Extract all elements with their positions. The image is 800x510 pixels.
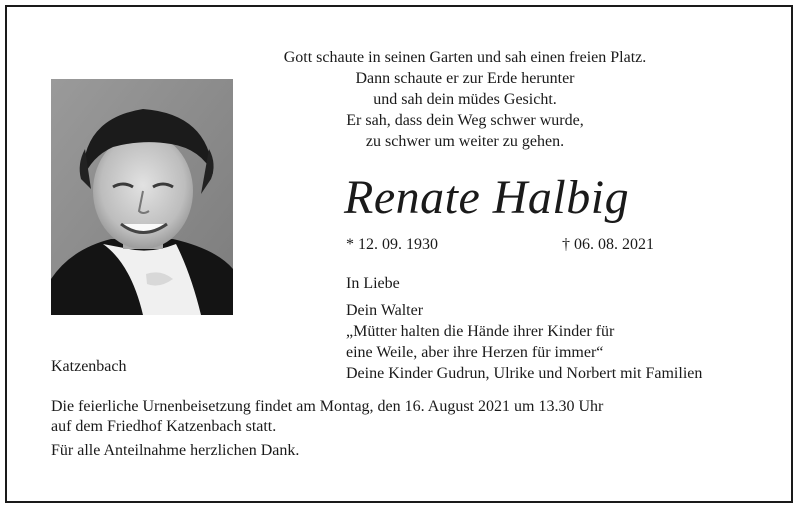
signoff-line: „Mütter halten die Hände ihrer Kinder für [346,323,615,340]
notice-line: Die feierliche Urnenbeisetzung findet am Montag, den 16. August 2021 um 13.30 Uhr [51,398,604,415]
place-name: Katzenbach [51,358,127,375]
poem-line: und sah dein müdes Gesicht. [373,91,557,108]
death-date: † 06. 08. 2021 [562,236,654,253]
birth-date: * 12. 09. 1930 [346,236,438,253]
portrait-icon [51,79,233,315]
deceased-name: Renate Halbig [344,171,630,224]
poem-line: Gott schaute in seinen Garten und sah einen freien Platz. [283,49,647,66]
poem-line: Er sah, dass dein Weg schwer wurde, [346,112,584,129]
notice-line: auf dem Friedhof Katzenbach statt. [51,418,277,435]
portrait-photo [51,79,233,315]
funeral-notice [51,397,603,437]
thanks-line: Für alle Anteilnahme herzlichen Dank. [51,442,300,459]
signoff-line: Dein Walter [346,302,424,319]
signoff-line: eine Weile, aber ihre Herzen für immer“ [346,344,604,361]
poem-line: Dann schaute er zur Erde herunter [355,70,575,87]
signoff-line: Deine Kinder Gudrun, Ulrike und Norbert mit Familien [346,365,703,382]
poem [280,47,650,152]
mourners-signoff [346,273,702,384]
poem-line: zu schwer um weiter zu gehen. [365,133,565,150]
signoff-intro: In Liebe [346,275,400,292]
